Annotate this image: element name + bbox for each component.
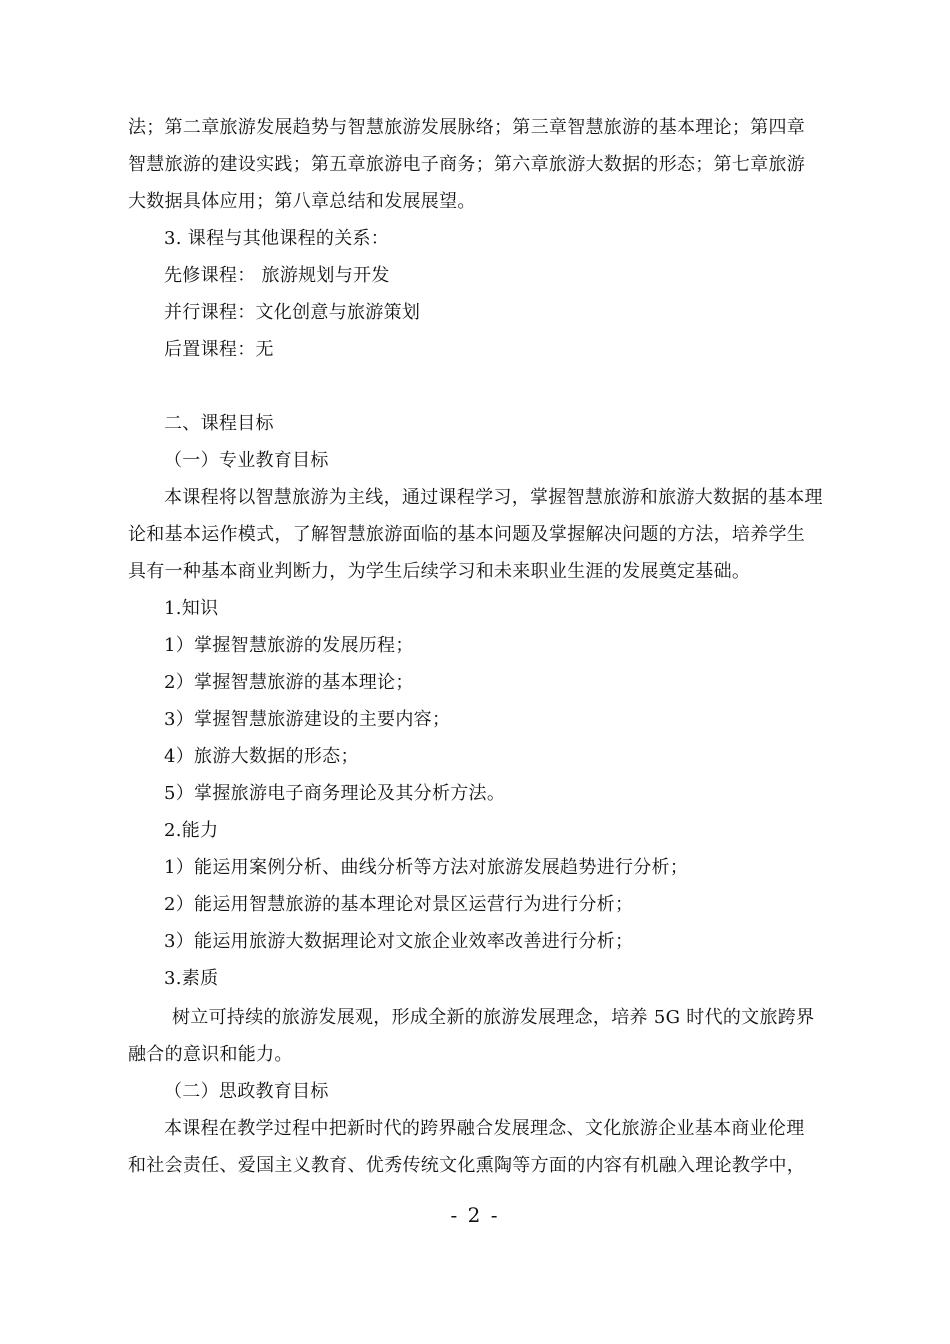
quality-heading: 3.素质 [164, 968, 219, 989]
ability-item-1: 1）能运用案例分析、曲线分析等方法对旅游发展趋势进行分析； [164, 857, 689, 878]
course-relations-heading: 3. 课程与其他课程的关系： [164, 228, 390, 249]
subsection-heading-professional-goals: （一）专业教育目标 [164, 450, 329, 471]
follow-up-course: 后置课程：无 [164, 339, 274, 360]
ability-heading: 2.能力 [164, 820, 219, 841]
chapter-list-line-3: 大数据具体应用；第八章总结和发展展望。 [128, 191, 476, 212]
chapter-list-line-1: 法；第二章旅游发展趋势与智慧旅游发展脉络；第三章智慧旅游的基本理论；第四章 [128, 117, 806, 138]
ability-item-2: 2）能运用智慧旅游的基本理论对景区运营行为进行分析； [164, 894, 634, 915]
section-heading-course-objectives: 二、课程目标 [164, 413, 274, 434]
prerequisite-course: 先修课程： 旅游规划与开发 [164, 265, 390, 286]
knowledge-heading: 1.知识 [164, 598, 219, 619]
chapter-list-line-2: 智慧旅游的建设实践；第五章旅游电子商务；第六章旅游大数据的形态；第七章旅游 [128, 154, 806, 175]
knowledge-item-5: 5）掌握旅游电子商务理论及其分析方法。 [164, 783, 506, 804]
knowledge-item-2: 2）掌握智慧旅游的基本理论； [164, 672, 414, 693]
professional-goals-line-2: 论和基本运作模式，了解智慧旅游面临的基本问题及掌握解决问题的方法，培养学生 [128, 524, 806, 545]
professional-goals-line-3: 具有一种基本商业判断力，为学生后续学习和未来职业生涯的发展奠定基础。 [128, 561, 751, 582]
professional-goals-line-1: 本课程将以智慧旅游为主线，通过课程学习，掌握智慧旅游和旅游大数据的基本理 [164, 487, 823, 508]
page-number: - 2 - [450, 1203, 500, 1227]
parallel-course: 并行课程：文化创意与旅游策划 [164, 302, 421, 323]
ability-item-3: 3）能运用旅游大数据理论对文旅企业效率改善进行分析； [164, 931, 634, 952]
knowledge-item-4: 4）旅游大数据的形态； [164, 746, 359, 767]
ideological-goals-line-1: 本课程在教学过程中把新时代的跨界融合发展理念、文化旅游企业基本商业伦理 [164, 1118, 805, 1139]
knowledge-item-1: 1）掌握智慧旅游的发展历程； [164, 635, 414, 656]
subsection-heading-ideological-goals: （二）思政教育目标 [164, 1081, 329, 1102]
quality-line-2: 融合的意识和能力。 [128, 1044, 293, 1065]
quality-line-1: 树立可持续的旅游发展观，形成全新的旅游发展理念，培养 5G 时代的文旅跨界 [172, 1007, 815, 1028]
knowledge-item-3: 3）掌握智慧旅游建设的主要内容； [164, 709, 451, 730]
ideological-goals-line-2: 和社会责任、爱国主义教育、优秀传统文化熏陶等方面的内容有机融入理论教学中， [128, 1155, 806, 1176]
